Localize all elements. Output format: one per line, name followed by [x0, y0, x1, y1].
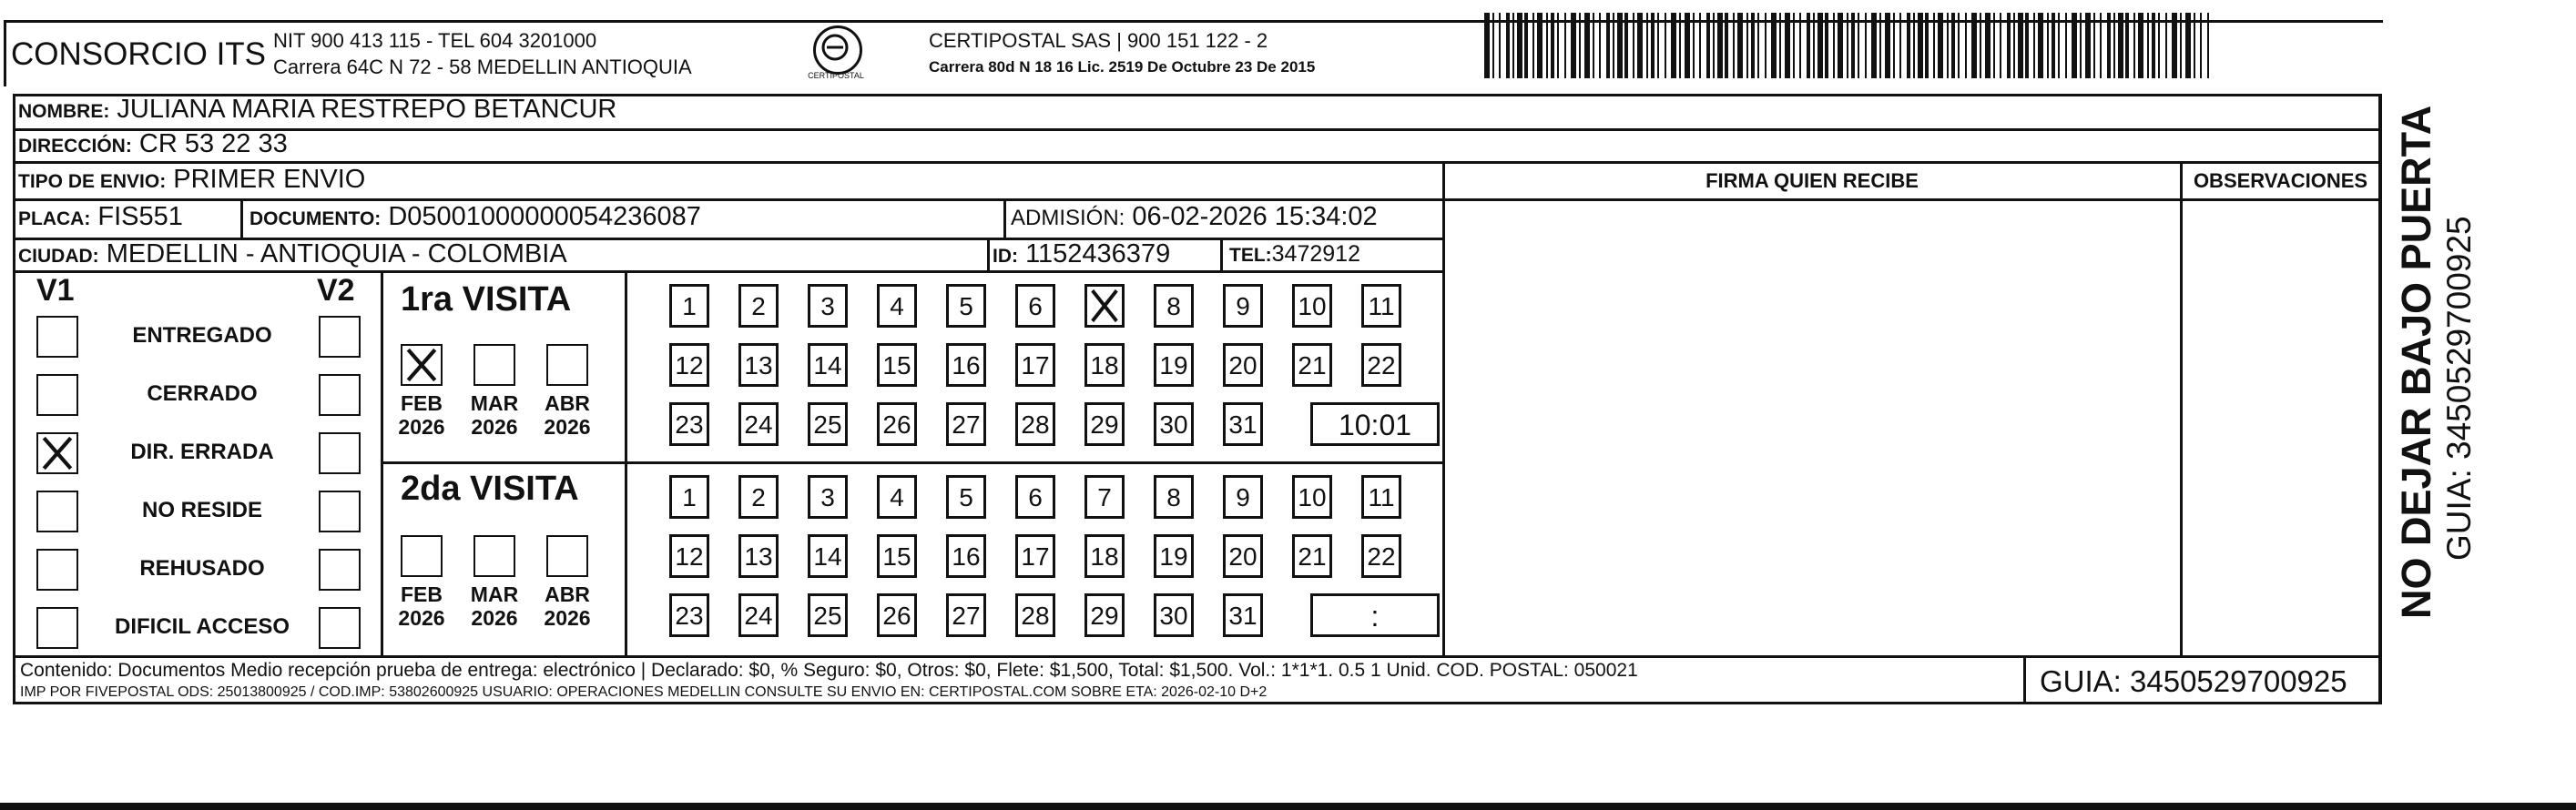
- barcode-bar: [1713, 13, 1715, 78]
- barcode-bar: [1918, 13, 1923, 78]
- barcode-bar: [1838, 13, 1843, 78]
- barcode-bar: [2047, 13, 2049, 78]
- divider: [382, 461, 1444, 464]
- barcode-bar: [2125, 13, 2129, 78]
- day-box[interactable]: 15: [877, 534, 917, 578]
- barcode-bar: [2113, 13, 2115, 78]
- day-box[interactable]: 24: [738, 402, 779, 446]
- day-box[interactable]: 31: [1223, 593, 1263, 637]
- barcode-bar: [1492, 13, 1494, 78]
- divider: [1444, 198, 2382, 201]
- barcode-bar: [1537, 13, 1543, 78]
- day-box[interactable]: 25: [808, 402, 848, 446]
- barcode-bar: [1825, 13, 1828, 78]
- barcode-bar: [1757, 13, 1759, 78]
- firma-area[interactable]: [1446, 202, 2178, 653]
- barcode-bar: [1893, 13, 1895, 78]
- barcode-bar: [1679, 13, 1681, 78]
- month-year: 2026: [398, 415, 445, 439]
- v1-checkbox[interactable]: [36, 549, 78, 591]
- barcode-bar: [1871, 13, 1877, 78]
- barcode-bar: [1637, 13, 1643, 78]
- month-name: FEB: [401, 391, 443, 415]
- v1-checkbox[interactable]: [36, 491, 78, 532]
- firma-header: FIRMA QUIEN RECIBE: [1705, 169, 1919, 192]
- day-box[interactable]: 21: [1292, 534, 1332, 578]
- day-box[interactable]: 27: [946, 593, 986, 637]
- v1-checkbox[interactable]: [36, 374, 78, 416]
- divider: [13, 270, 1444, 273]
- barcode-bar: [1657, 13, 1659, 78]
- day-box[interactable]: 4: [877, 284, 917, 328]
- barcode-bar: [2133, 13, 2135, 78]
- barcode-bar: [1706, 13, 1710, 78]
- v2-checkbox[interactable]: [319, 607, 361, 649]
- documento-field: DOCUMENTO: D05001000000054236087: [249, 202, 701, 231]
- status-label: ENTREGADO: [132, 323, 272, 348]
- day-box[interactable]: 8: [1154, 284, 1194, 328]
- month-year: 2026: [544, 415, 591, 439]
- barcode-bar: [1965, 13, 1967, 78]
- check-mark-icon: [38, 434, 76, 472]
- barcode-bar: [2018, 13, 2023, 78]
- barcode-bar: [1512, 13, 1514, 78]
- month-label: [392, 391, 452, 439]
- month-checkbox[interactable]: [546, 344, 588, 386]
- org-address: Carrera 64C N 72 - 58 MEDELLIN ANTIOQUIA: [273, 56, 692, 78]
- day-box[interactable]: 7: [1084, 475, 1125, 519]
- divider: [987, 238, 990, 270]
- barcode-bar: [1751, 13, 1755, 78]
- month-year: 2026: [544, 606, 591, 630]
- status-label: CERRADO: [147, 381, 258, 406]
- barcode-bar: [2180, 13, 2182, 78]
- barcode-bar: [1771, 13, 1777, 78]
- status-label: DIR. ERRADA: [130, 440, 274, 464]
- barcode-bar: [1613, 13, 1614, 78]
- day-box[interactable]: 16: [946, 343, 986, 387]
- day-box[interactable]: 8: [1154, 475, 1194, 519]
- barcode-bar: [2100, 13, 2102, 78]
- v2-checkbox[interactable]: [319, 432, 361, 474]
- barcode-bar: [2000, 13, 2001, 78]
- day-box[interactable]: 9: [1223, 284, 1263, 328]
- time-box[interactable]: :: [1310, 593, 1440, 637]
- side-warning: NO DEJAR BAJO PUERTA: [2393, 105, 2439, 619]
- barcode-bar: [1807, 13, 1810, 78]
- day-box[interactable]: 12: [669, 534, 709, 578]
- id-field: ID: 1152436379: [993, 239, 1171, 268]
- barcode-bar: [1633, 13, 1634, 78]
- day-box[interactable]: 24: [738, 593, 779, 637]
- barcode-icon: [1484, 13, 2209, 78]
- month-checkbox[interactable]: [401, 535, 443, 577]
- month-label: [537, 391, 597, 439]
- footer-content: Contenido: Documentos Medio recepción prueba de entrega: electrónico | Declarado: $0, % Seguro: $0, Otros: $0, Flete: $1,500, Total: $1,500. Vol.: 1*1*1. 0.5 1 Unid. COD. POSTAL: 050021: [20, 660, 1638, 681]
- barcode-bar: [1907, 13, 1910, 78]
- barcode-bar: [1737, 13, 1743, 78]
- divider: [1003, 198, 1006, 238]
- barcode-bar: [1624, 13, 1628, 78]
- day-box[interactable]: 1: [669, 475, 709, 519]
- divider: [625, 270, 627, 655]
- month-name: ABR: [545, 582, 590, 606]
- barcode-bar: [2172, 13, 2177, 78]
- day-box[interactable]: 27: [946, 402, 986, 446]
- barcode-bar: [1817, 13, 1823, 78]
- day-box[interactable]: 20: [1223, 343, 1263, 387]
- barcode-bar: [1717, 13, 1723, 78]
- barcode-bar: [2118, 13, 2123, 78]
- barcode-bar: [1693, 13, 1695, 78]
- barcode-bar: [1951, 13, 1955, 78]
- month-year: 2026: [471, 606, 518, 630]
- barcode-bar: [1765, 13, 1767, 78]
- barcode-bar: [1546, 13, 1548, 78]
- barcode-bar: [1980, 13, 1981, 78]
- day-box[interactable]: 16: [946, 534, 986, 578]
- barcode-bar: [2185, 13, 2191, 78]
- barcode-bar: [1879, 13, 1881, 78]
- barcode-bar: [1858, 13, 1859, 78]
- barcode-bar: [2207, 13, 2209, 78]
- day-box[interactable]: 25: [808, 593, 848, 637]
- barcode-bar: [1557, 13, 1559, 78]
- placa-field: PLACA: FIS551: [18, 202, 183, 231]
- divider: [13, 161, 2382, 164]
- v2-header: V2: [317, 273, 355, 308]
- month-checkbox[interactable]: [473, 535, 515, 577]
- barcode-bar: [1685, 13, 1690, 78]
- side-guia: GUIA: 3450529700925: [2440, 216, 2478, 561]
- day-box[interactable]: 17: [1015, 534, 1055, 578]
- v2-checkbox[interactable]: [319, 316, 361, 358]
- day-box[interactable]: 28: [1015, 402, 1055, 446]
- v1-checkbox[interactable]: [36, 316, 78, 358]
- barcode-bar: [1746, 13, 1748, 78]
- barcode-bar: [1499, 13, 1501, 78]
- month-label: [464, 582, 524, 630]
- barcode-bar: [1699, 13, 1701, 78]
- barcode-bar: [1524, 13, 1528, 78]
- divider: [13, 198, 1444, 201]
- visit2-title: 2da VISITA: [401, 470, 579, 508]
- barcode-bar: [1947, 13, 1949, 78]
- day-box[interactable]: 28: [1015, 593, 1055, 637]
- day-box[interactable]: 13: [738, 343, 779, 387]
- barcode-bar: [1593, 13, 1594, 78]
- barcode-bar: [2085, 13, 2091, 78]
- v1-header: V1: [36, 273, 75, 308]
- footer-imp: IMP POR FIVEPOSTAL ODS: 25013800925 / COD.IMP: 53802600925 USUARIO: OPERACIONES MEDELLIN CONSULTE SU ENVIO EN: CERTIPOSTAL.COM SOBRE ETA: 2026-02-10 D+2: [20, 684, 1268, 700]
- divider: [13, 128, 2382, 131]
- day-box[interactable]: 2: [738, 284, 779, 328]
- month-label: [537, 582, 597, 630]
- barcode-bar: [2013, 13, 2015, 78]
- barcode-bar: [1799, 13, 1801, 78]
- direccion-field: DIRECCIÓN: CR 53 22 33: [18, 129, 288, 158]
- barcode-bar: [1847, 13, 1848, 78]
- barcode-bar: [1785, 13, 1790, 78]
- day-box[interactable]: 10: [1292, 284, 1332, 328]
- certipostal-logo-icon: [813, 25, 862, 75]
- day-box[interactable]: 18: [1084, 534, 1125, 578]
- day-box[interactable]: 23: [669, 402, 709, 446]
- barcode-bar: [1665, 13, 1666, 78]
- day-box[interactable]: 6: [1015, 284, 1055, 328]
- month-name: FEB: [401, 582, 443, 606]
- barcode-bar: [1506, 13, 1510, 78]
- barcode-bar: [2038, 13, 2043, 78]
- visit1-title: 1ra VISITA: [401, 280, 572, 319]
- barcode-bar: [2107, 13, 2111, 78]
- day-box[interactable]: 17: [1015, 343, 1055, 387]
- courier-name: CERTIPOSTAL SAS | 900 151 122 - 2: [929, 29, 1268, 52]
- day-box[interactable]: 14: [808, 343, 848, 387]
- courier-info: [929, 27, 1315, 80]
- barcode-bar: [2158, 13, 2160, 78]
- courier-address: Carrera 80d N 18 16 Lic. 2519 De Octubre 23 De 2015: [929, 58, 1316, 76]
- month-checkbox[interactable]: [401, 344, 443, 386]
- check-mark-icon: [1087, 287, 1122, 325]
- barcode-bar: [1579, 13, 1581, 78]
- divider: [2378, 94, 2381, 704]
- day-box[interactable]: 11: [1361, 475, 1401, 519]
- footer-guia: GUIA: 3450529700925: [2040, 664, 2347, 698]
- barcode-bar: [1571, 13, 1576, 78]
- v1-checkbox[interactable]: [36, 432, 78, 474]
- month-checkbox[interactable]: [546, 535, 588, 577]
- barcode-bar: [2152, 13, 2155, 78]
- logo-text: CERTIPOSTAL: [808, 71, 864, 80]
- day-box[interactable]: 19: [1154, 343, 1194, 387]
- org-name: CONSORCIO ITS: [11, 36, 267, 72]
- tel-field: TEL:3472912: [1229, 241, 1360, 267]
- day-box[interactable]: 29: [1084, 402, 1125, 446]
- v2-checkbox[interactable]: [319, 491, 361, 532]
- day-box[interactable]: 26: [877, 402, 917, 446]
- month-name: MAR: [470, 391, 519, 415]
- barcode-bar: [1564, 13, 1566, 78]
- day-box[interactable]: 30: [1154, 402, 1194, 446]
- day-box[interactable]: 5: [946, 475, 986, 519]
- ciudad-field: CIUDAD: MEDELLIN - ANTIOQUIA - COLOMBIA: [18, 239, 567, 268]
- barcode-bar: [1993, 13, 1995, 78]
- barcode-bar: [1484, 13, 1490, 78]
- day-box[interactable]: 9: [1223, 475, 1263, 519]
- barcode-bar: [1671, 13, 1676, 78]
- month-label: [392, 582, 452, 630]
- org-contact: [273, 27, 692, 80]
- barcode-bar: [1933, 13, 1935, 78]
- divider: [2023, 655, 2026, 704]
- month-checkbox[interactable]: [473, 344, 515, 386]
- barcode-bar: [1584, 13, 1590, 78]
- day-box[interactable]: 22: [1361, 534, 1401, 578]
- barcode-bar: [1851, 13, 1855, 78]
- barcode-bar: [1779, 13, 1781, 78]
- time-box[interactable]: 10:01: [1310, 402, 1440, 446]
- barcode-bar: [2065, 13, 2067, 78]
- barcode-bar: [2058, 13, 2060, 78]
- day-box[interactable]: 13: [738, 534, 779, 578]
- barcode-bar: [2052, 13, 2055, 78]
- day-box[interactable]: 31: [1223, 402, 1263, 446]
- v2-checkbox[interactable]: [319, 374, 361, 416]
- observaciones-area[interactable]: [2184, 202, 2377, 653]
- day-box[interactable]: 29: [1084, 593, 1125, 637]
- barcode-bar: [1958, 13, 1960, 78]
- day-box[interactable]: 2: [738, 475, 779, 519]
- status-label: REHUSADO: [139, 556, 265, 581]
- day-box[interactable]: 1: [669, 284, 709, 328]
- barcode-bar: [2033, 13, 2035, 78]
- bottom-rule: [0, 803, 2576, 810]
- barcode-bar: [1551, 13, 1554, 78]
- day-box[interactable]: 6: [1015, 475, 1055, 519]
- day-box[interactable]: 5: [946, 284, 986, 328]
- barcode-bar: [1617, 13, 1623, 78]
- barcode-bar: [1646, 13, 1648, 78]
- month-name: ABR: [545, 391, 590, 415]
- day-box[interactable]: 19: [1154, 534, 1194, 578]
- divider: [240, 198, 243, 238]
- month-year: 2026: [398, 606, 445, 630]
- barcode-bar: [1833, 13, 1835, 78]
- check-mark-icon: [402, 346, 441, 384]
- barcode-bar: [1793, 13, 1795, 78]
- barcode-bar: [1899, 13, 1901, 78]
- barcode-bar: [1733, 13, 1735, 78]
- month-name: MAR: [470, 582, 519, 606]
- day-box[interactable]: 30: [1154, 593, 1194, 637]
- barcode-bar: [2165, 13, 2167, 78]
- barcode-bar: [2007, 13, 2011, 78]
- barcode-bar: [1517, 13, 1522, 78]
- day-box[interactable]: 21: [1292, 343, 1332, 387]
- barcode-bar: [2200, 13, 2202, 78]
- day-box[interactable]: 10: [1292, 475, 1332, 519]
- divider: [1220, 238, 1223, 270]
- barcode-bar: [1885, 13, 1890, 78]
- v1-checkbox[interactable]: [36, 607, 78, 649]
- day-box[interactable]: 26: [877, 593, 917, 637]
- divider: [381, 270, 383, 655]
- day-box[interactable]: 11: [1361, 284, 1401, 328]
- barcode-bar: [1813, 13, 1815, 78]
- barcode-bar: [1725, 13, 1728, 78]
- barcode-bar: [1599, 13, 1601, 78]
- barcode-bar: [1913, 13, 1915, 78]
- day-box[interactable]: 3: [808, 284, 848, 328]
- day-box[interactable]: 14: [808, 534, 848, 578]
- barcode-bar: [1938, 13, 1943, 78]
- barcode-bar: [1606, 13, 1610, 78]
- day-box[interactable]: 22: [1361, 343, 1401, 387]
- barcode-bar: [2080, 13, 2082, 78]
- divider: [13, 655, 2382, 658]
- month-year: 2026: [471, 415, 518, 439]
- month-label: [464, 391, 524, 439]
- day-box[interactable]: 18: [1084, 343, 1125, 387]
- barcode-bar: [2138, 13, 2143, 78]
- day-box[interactable]: [1084, 284, 1125, 328]
- barcode-bar: [2093, 13, 2095, 78]
- day-box[interactable]: 15: [877, 343, 917, 387]
- v2-checkbox[interactable]: [319, 549, 361, 591]
- status-label: NO RESIDE: [141, 498, 263, 522]
- barcode-bar: [1865, 13, 1867, 78]
- day-box[interactable]: 4: [877, 475, 917, 519]
- nombre-field: NOMBRE: JULIANA MARIA RESTREPO BETANCUR: [18, 95, 617, 124]
- divider: [1442, 161, 1445, 655]
- day-box[interactable]: 20: [1223, 534, 1263, 578]
- barcode-bar: [1971, 13, 1977, 78]
- day-box[interactable]: 3: [808, 475, 848, 519]
- status-label: DIFICIL ACCESO: [114, 614, 290, 639]
- barcode-bar: [2072, 13, 2077, 78]
- barcode-bar: [1925, 13, 1929, 78]
- tipo-envio-field: TIPO DE ENVIO: PRIMER ENVIO: [18, 165, 366, 194]
- org-nit: NIT 900 413 115 - TEL 604 3201000: [273, 29, 597, 52]
- divider: [2180, 161, 2183, 655]
- barcode-bar: [2194, 13, 2195, 78]
- day-box[interactable]: 12: [669, 343, 709, 387]
- barcode-bar: [1532, 13, 1534, 78]
- barcode-bar: [1985, 13, 1991, 78]
- barcode-bar: [2147, 13, 2149, 78]
- barcode-bar: [1651, 13, 1655, 78]
- admision-field: ADMISIÓN: 06-02-2026 15:34:02: [1011, 202, 1378, 231]
- day-box[interactable]: 23: [669, 593, 709, 637]
- barcode-bar: [2025, 13, 2029, 78]
- observaciones-header: OBSERVACIONES: [2193, 169, 2368, 192]
